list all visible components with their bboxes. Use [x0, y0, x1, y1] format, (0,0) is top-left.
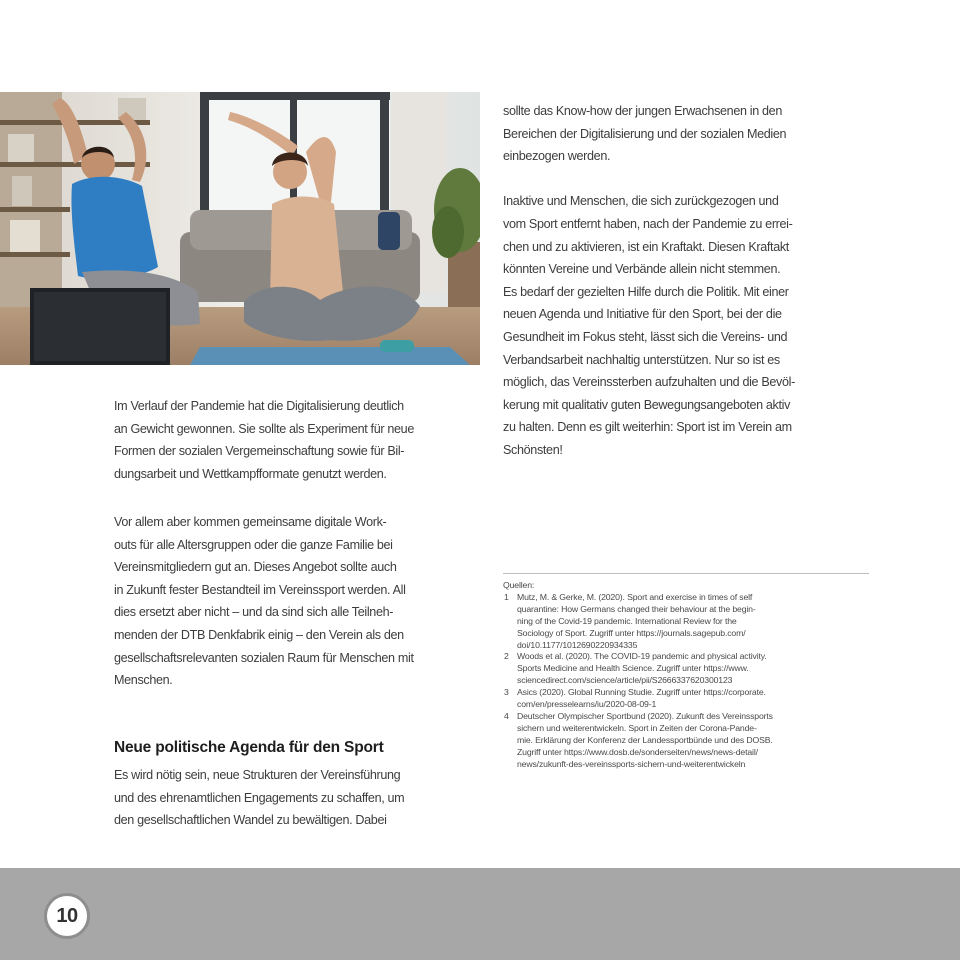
text-line: gesellschaftsrelevanten sozialen Raum für Menschen mit: [114, 650, 414, 665]
text-line: könnten Vereine und Verbände allein nicht stemmen.: [503, 262, 781, 277]
section-heading: Neue politische Agenda für den Sport: [114, 739, 384, 756]
text-line: sollte das Know-how der jungen Erwachsenen in den: [503, 104, 782, 118]
text-line: vom Sport entfernt haben, nach der Pandemie zu errei-: [503, 216, 793, 231]
text-line: Im Verlauf der Pandemie hat die Digitalisierung deutlich: [114, 399, 404, 413]
page-number: 10: [56, 904, 78, 927]
text-line: Vor allem aber kommen gemeinsame digitale Work-: [114, 515, 387, 529]
text-line: outs für alle Altersgruppen oder die ganze Familie bei: [114, 537, 393, 552]
text-line: an Gewicht gewonnen. Sie sollte als Experiment für neue: [114, 421, 414, 436]
page-number-badge: [44, 893, 90, 939]
source-line: mie. Erklärung der Konferenz der Landessportbünde und des DOSB.: [517, 734, 773, 745]
text-line: dungsarbeit und Wettkampfformate genutzt werden.: [114, 466, 387, 481]
source-line: news/zukunft-des-vereinssports-sichern-und-weiterentwickeln: [517, 758, 746, 769]
source-line: Mutz, M. & Gerke, M. (2020). Sport and exercise in times of self: [517, 591, 753, 602]
text-line: Es wird nötig sein, neue Strukturen der Vereinsführung: [114, 768, 401, 782]
text-line: und des ehrenamtlichen Engagements zu schaffen, um: [114, 790, 405, 805]
sources-list: [503, 580, 871, 771]
text-line: Formen der sozialen Vergemeinschaftung sowie für Bil-: [114, 444, 405, 459]
source-line: ning of the Covid-19 pandemic. International Review for the: [517, 615, 737, 626]
source-item: [503, 687, 871, 711]
source-item: [503, 651, 871, 687]
text-line: Gesundheit im Fokus steht, lässt sich die Vereins- und: [503, 329, 788, 344]
source-line: sciencedirect.com/science/article/pii/S2666337620300123: [517, 675, 733, 686]
footer-bar: [0, 868, 960, 960]
source-number: 1: [504, 591, 509, 602]
text-line: in Zukunft fester Bestandteil im Vereinssport werden. All: [114, 582, 406, 597]
text-line: Vereinsmitgliedern gut an. Dieses Angebot sollte auch: [114, 560, 397, 575]
text-line: Bereichen der Digitalisierung und der sozialen Medien: [503, 126, 787, 141]
source-line: Deutscher Olympischer Sportbund (2020). Zukunft des Vereinssports: [517, 710, 773, 721]
source-line: Asics (2020). Global Running Studie. Zugriff unter https://corporate.: [517, 687, 766, 698]
sources-label: Quellen:: [503, 580, 535, 590]
text-line: dies ersetzt aber nicht – und da sind sich alle Teilneh-: [114, 605, 394, 620]
text-line: den gesellschaftlichen Wandel zu bewältigen. Dabei: [114, 813, 387, 828]
left-paragraph-1: [114, 395, 482, 485]
text-line: menden der DTB Denkfabrik einig – den Verein als den: [114, 627, 404, 642]
sources-divider: [503, 573, 869, 574]
text-line: neuen Agenda und Initiative für den Sport, bei der die: [503, 307, 782, 322]
text-line: Schönsten!: [503, 442, 563, 457]
source-number: 2: [504, 651, 509, 662]
source-line: Sports Medicine and Health Science. Zugriff unter https://www.: [517, 663, 749, 674]
text-line: einbezogen werden.: [503, 149, 611, 164]
photo-home-workout: [0, 92, 480, 365]
right-paragraph-1: [503, 100, 873, 168]
source-line: Sociology of Sport. Zugriff unter https://journals.sagepub.com/: [517, 627, 746, 638]
text-line: Verbandsarbeit nachhaltig unterstützen. Nur so ist es: [503, 352, 780, 367]
source-item: [503, 592, 871, 652]
text-line: Menschen.: [114, 673, 173, 688]
text-line: Es bedarf der gezielten Hilfe durch die Politik. Mit einer: [503, 284, 789, 299]
text-line: möglich, das Vereinssterben aufzuhalten und die Bevöl-: [503, 375, 795, 390]
source-line: quarantine: How Germans changed their behaviour at the begin-: [517, 603, 756, 614]
source-line: com/en/presselearns/iu/2020-08-09-1: [517, 699, 657, 710]
text-line: Inaktive und Menschen, die sich zurückgezogen und: [503, 194, 779, 209]
text-line: kerung mit qualitativ guten Bewegungsangeboten aktiv: [503, 397, 791, 412]
source-number: 4: [504, 710, 509, 721]
source-number: 3: [504, 687, 509, 698]
text-line: chen und zu aktivieren, ist ein Kraftakt. Diesen Kraftakt: [503, 239, 789, 254]
right-paragraph-2: [503, 190, 873, 461]
source-line: sichern und weiterentwickeln. Sport in Zeiten der Corona-Pande-: [517, 722, 757, 733]
source-line: Zugriff unter https://www.dosb.de/sonderseiten/news/news-detail/: [517, 746, 758, 757]
source-line: doi/10.1177/1012690220934335: [517, 639, 638, 650]
text-line: zu halten. Denn es gilt weiterhin: Sport ist im Verein am: [503, 420, 792, 435]
left-paragraph-3: [114, 764, 482, 832]
source-item: [503, 711, 871, 771]
right-column-text: [503, 100, 873, 462]
source-line: Woods et al. (2020). The COVID-19 pandemic and physical activity.: [517, 651, 767, 662]
left-paragraph-2: [114, 511, 482, 692]
